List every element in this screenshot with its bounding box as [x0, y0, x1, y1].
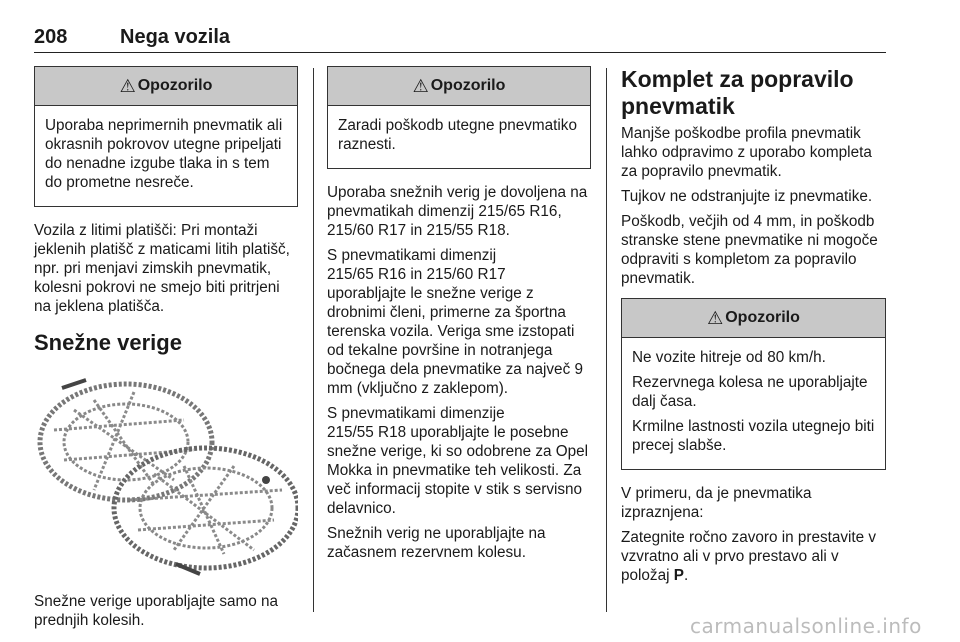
paragraph-fine-link-chains: S pnevmatikami dimenzij 215/65 R16 in 215/60 R17 uporabljajte le snežne verige z drobnimi členi, primerne za športna terenska vozila. Veriga sme izstopati od tekalne površine in notranjega bočnega dela pnevmatike za največ 9 mm (vključno z zaklepom).: [327, 247, 583, 397]
warning-triangle-icon: ⚠: [119, 75, 136, 96]
warning-text: Zaradi poškodb utegne pnevmatiko raznesti.: [338, 117, 577, 153]
column-right: [621, 66, 886, 591]
warning-line: Krmilne lastnosti vozila utegnejo biti precej slabše.: [632, 418, 875, 454]
column-left: [34, 66, 298, 636]
watermark: carmanualsonline.info: [690, 614, 922, 638]
warning-header: [622, 299, 885, 338]
section-heading-snow-chains: Snežne verige: [34, 330, 182, 355]
warning-triangle-icon: ⚠: [707, 307, 724, 328]
page-number: 208: [34, 26, 68, 48]
warning-text: Uporaba neprimernih pnevmatik ali okrasnih pokrovov utegne pripeljati do nenadne izgube tlaka in s tem do prometne nesreče.: [45, 117, 283, 191]
snow-chains-illustration-icon: [34, 370, 298, 578]
warning-body: [622, 338, 885, 469]
warning-box: [34, 66, 298, 207]
section-heading-repair-kit: Komplet za popravilo pnevmatik: [621, 66, 854, 119]
column-divider-left: [313, 68, 314, 612]
paragraph-special-chains: S pnevmatikami dimenzije 215/55 R18 uporabljajte le posebne snežne verige, ki so odobrene za Opel Mokka in pnevmatike teh velikosti. Za več informacij stopite v stik s servisno delavnico.: [327, 405, 589, 517]
warning-triangle-icon: ⚠: [412, 75, 429, 96]
warning-header: [35, 67, 297, 106]
warning-body: [35, 106, 297, 206]
gear-position-p: P: [673, 567, 684, 584]
warning-box: [621, 298, 886, 470]
warning-box: [327, 66, 591, 169]
warning-line: Rezervnega kolesa ne uporabljajte dalj časa.: [632, 374, 868, 410]
warning-title: Opozorilo: [430, 77, 506, 94]
paragraph-foreign-objects: Tujkov ne odstranjujte iz pnevmatike.: [621, 188, 873, 205]
warning-title: Opozorilo: [137, 77, 213, 94]
column-middle: [327, 66, 591, 568]
page-header: [34, 26, 886, 53]
warning-title: Opozorilo: [725, 309, 800, 326]
alloy-wheel-paragraph: Vozila z litimi platišči: Pri montaži jeklenih platišč z maticami litih platišč, npr. pri menjavi zimskih pnevmatik, kolesni pokrovi ne smejo biti pritrjeni na jeklena platišča.: [34, 222, 290, 315]
page-title: Nega vozila: [120, 26, 231, 48]
paragraph-large-damage: Poškodb, večjih od 4 mm, in poškodb stranske stene pnevmatike ni mogoče odpraviti s kompletom za popravilo pnevmatik.: [621, 213, 878, 287]
handbrake-text: Zategnite ročno zavoro in prestavite v vzvratno ali v prvo prestavo ali v položaj: [621, 529, 877, 584]
warning-body: [328, 106, 590, 168]
column-divider-right: [606, 68, 607, 612]
warning-header: [328, 67, 590, 106]
paragraph-handbrake: [621, 528, 886, 585]
paragraph-minor-damage: Manjše poškodbe profila pnevmatik lahko odpravimo z uporabo kompleta za popravilo pnevmatik.: [621, 125, 872, 180]
paragraph-allowed-sizes: Uporaba snežnih verig je dovoljena na pnevmatikah dimenzij 215/65 R16, 215/60 R17 in 215/55 R18.: [327, 184, 588, 239]
snow-chains-caption: Snežne verige uporabljajte samo na prednjih kolesih.: [34, 593, 279, 629]
warning-line: Ne vozite hitreje od 80 km/h.: [632, 349, 826, 366]
handbrake-text-end: .: [683, 567, 689, 584]
paragraph-spare-wheel: Snežnih verig ne uporabljajte na začasnem rezervnem kolesu.: [327, 525, 546, 561]
paragraph-deflated: V primeru, da je pnevmatika izpraznjena:: [621, 485, 812, 521]
